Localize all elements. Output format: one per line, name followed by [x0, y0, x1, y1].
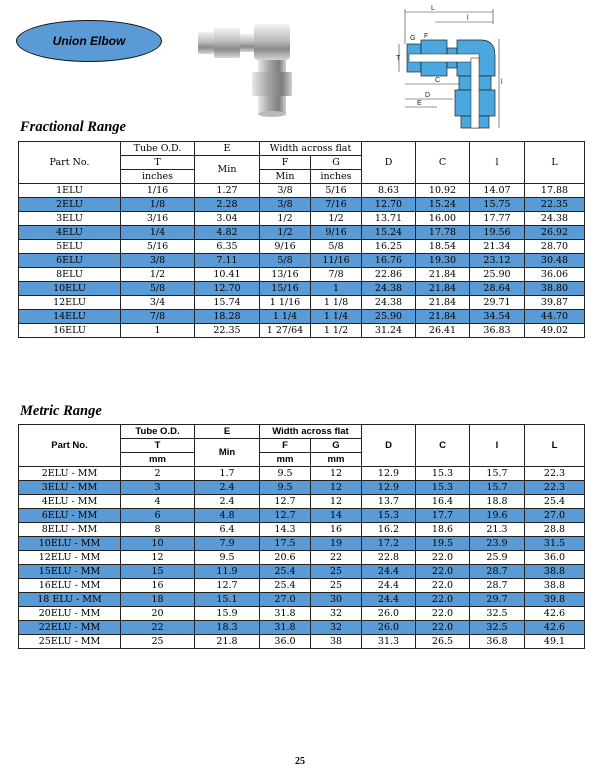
table-cell: 6ELU - MM	[19, 509, 121, 523]
table-cell: 1 1/4	[311, 310, 362, 324]
table-cell: 17.5	[260, 537, 311, 551]
table-cell: 2.4	[195, 481, 260, 495]
table-cell: 10.41	[195, 268, 260, 282]
table-cell: 2ELU	[19, 198, 121, 212]
table-cell: 3	[121, 481, 195, 495]
table-cell: 3.04	[195, 212, 260, 226]
table-cell: 1 27/64	[260, 324, 311, 338]
table-cell: 25.4	[260, 565, 311, 579]
table-row	[19, 310, 585, 324]
table-cell: 2ELU - MM	[19, 467, 121, 481]
col-d: D	[362, 142, 416, 184]
table-row	[19, 324, 585, 338]
metric-range-title: Metric Range	[20, 403, 102, 419]
drawing-label-T: T	[396, 55, 401, 62]
table-row	[19, 268, 585, 282]
table-cell: 27.0	[260, 593, 311, 607]
table-cell: 18.8	[470, 495, 525, 509]
table-cell: 24.38	[525, 212, 585, 226]
table-cell: 38.8	[525, 579, 585, 593]
product-photo	[192, 10, 310, 118]
col-e-min: Min	[195, 439, 260, 467]
table-cell: 20ELU - MM	[19, 607, 121, 621]
col-t: T	[121, 439, 195, 453]
col-l-upper: L	[525, 425, 585, 467]
table-cell: 18.3	[195, 621, 260, 635]
table-cell: 25.4	[525, 495, 585, 509]
table-row	[19, 551, 585, 565]
table-cell: 1	[311, 282, 362, 296]
table-cell: 12.9	[362, 481, 416, 495]
table-cell: 16.00	[416, 212, 470, 226]
col-part-no: Part No.	[19, 425, 121, 467]
table-cell: 12	[311, 481, 362, 495]
table-cell: 10ELU	[19, 282, 121, 296]
table-cell: 16ELU	[19, 324, 121, 338]
table-cell: 16.2	[362, 523, 416, 537]
table-cell: 34.54	[470, 310, 525, 324]
table-cell: 5ELU	[19, 240, 121, 254]
col-width-across-flat: Width across flat	[260, 142, 362, 156]
fractional-range-title: Fractional Range	[20, 119, 126, 135]
table-cell: 17.78	[416, 226, 470, 240]
table-cell: 22.0	[416, 579, 470, 593]
table-row	[19, 523, 585, 537]
table-cell: 1/16	[121, 184, 195, 198]
table-cell: 1.27	[195, 184, 260, 198]
table-cell: 1/8	[121, 198, 195, 212]
table-cell: 7/8	[311, 268, 362, 282]
table-cell: 22.0	[416, 565, 470, 579]
table-cell: 22.3	[525, 467, 585, 481]
col-l-lower: l	[470, 425, 525, 467]
table-cell: 22.0	[416, 551, 470, 565]
table-cell: 36.0	[260, 635, 311, 649]
table-cell: 18.6	[416, 523, 470, 537]
table-cell: 25.9	[470, 551, 525, 565]
col-g: G	[311, 439, 362, 453]
table-cell: 31.3	[362, 635, 416, 649]
drawing-label-F: F	[424, 33, 429, 40]
table-cell: 6ELU	[19, 254, 121, 268]
table-cell: 18.28	[195, 310, 260, 324]
table-cell: 1/2	[311, 212, 362, 226]
table-cell: 15.1	[195, 593, 260, 607]
table-cell: 13.71	[362, 212, 416, 226]
col-width-across-flat: Width across flat	[260, 425, 362, 439]
table-cell: 22.0	[416, 607, 470, 621]
table-row	[19, 254, 585, 268]
table-cell: 32.5	[470, 607, 525, 621]
drawing-label-l: l	[467, 15, 469, 22]
table-cell: 6.35	[195, 240, 260, 254]
table-cell: 26.41	[416, 324, 470, 338]
col-t-unit: inches	[121, 170, 195, 184]
table-cell: 8ELU	[19, 268, 121, 282]
col-f: F	[260, 439, 311, 453]
table-cell: 21.84	[416, 296, 470, 310]
table-cell: 1/4	[121, 226, 195, 240]
table-cell: 28.64	[470, 282, 525, 296]
table-cell: 16.76	[362, 254, 416, 268]
table-cell: 22.35	[195, 324, 260, 338]
table-cell: 9.5	[260, 467, 311, 481]
table-row	[19, 579, 585, 593]
table-cell: 26.0	[362, 607, 416, 621]
col-e: E	[195, 142, 260, 156]
drawing-label-l-vertical: l	[501, 79, 503, 86]
table-cell: 9.5	[195, 551, 260, 565]
table-cell: 38.8	[525, 565, 585, 579]
table-cell: 15.24	[416, 198, 470, 212]
table-cell: 18	[121, 593, 195, 607]
table-cell: 22	[311, 551, 362, 565]
table-cell: 10.92	[416, 184, 470, 198]
table-cell: 9.5	[260, 481, 311, 495]
table-cell: 18 ELU - MM	[19, 593, 121, 607]
table-cell: 7.11	[195, 254, 260, 268]
table-cell: 20.6	[260, 551, 311, 565]
table-cell: 22.0	[416, 593, 470, 607]
table-cell: 26.0	[362, 621, 416, 635]
table-cell: 21.34	[470, 240, 525, 254]
col-tube-od: Tube O.D.	[121, 425, 195, 439]
table-cell: 19.6	[470, 509, 525, 523]
product-title-badge	[16, 20, 162, 62]
drawing-label-D: D	[425, 92, 431, 99]
table-cell: 14ELU	[19, 310, 121, 324]
table-cell: 16ELU - MM	[19, 579, 121, 593]
table-cell: 15.75	[470, 198, 525, 212]
table-cell: 17.77	[470, 212, 525, 226]
table-cell: 16.25	[362, 240, 416, 254]
table-cell: 4.8	[195, 509, 260, 523]
table-cell: 15/16	[260, 282, 311, 296]
table-cell: 12	[311, 495, 362, 509]
metric-range-table	[18, 424, 585, 649]
table-cell: 42.6	[525, 621, 585, 635]
table-cell: 22.8	[362, 551, 416, 565]
table-cell: 4ELU	[19, 226, 121, 240]
table-cell: 12.7	[260, 509, 311, 523]
drawing-label-L: L	[431, 5, 435, 12]
table-cell: 32	[311, 607, 362, 621]
col-c: C	[416, 425, 470, 467]
table-cell: 19.5	[416, 537, 470, 551]
table-cell: 28.70	[525, 240, 585, 254]
table-cell: 36.8	[470, 635, 525, 649]
table-cell: 19	[311, 537, 362, 551]
table-row	[19, 635, 585, 649]
product-title: Union Elbow	[52, 34, 126, 48]
table-cell: 27.0	[525, 509, 585, 523]
col-part-no: Part No.	[19, 142, 121, 184]
table-cell: 1ELU	[19, 184, 121, 198]
table-cell: 12ELU - MM	[19, 551, 121, 565]
col-f-unit: mm	[260, 453, 311, 467]
table-cell: 2.4	[195, 495, 260, 509]
col-f: F	[260, 156, 311, 170]
col-e-min: Min	[195, 156, 260, 184]
table-cell: 1/2	[121, 268, 195, 282]
table-cell: 39.8	[525, 593, 585, 607]
table-cell: 24.38	[362, 282, 416, 296]
table-cell: 1 1/8	[311, 296, 362, 310]
table-cell: 14	[311, 509, 362, 523]
table-cell: 5/8	[260, 254, 311, 268]
table-cell: 26.92	[525, 226, 585, 240]
table-row	[19, 565, 585, 579]
table-row	[19, 467, 585, 481]
table-cell: 24.4	[362, 593, 416, 607]
table-cell: 11.9	[195, 565, 260, 579]
table-cell: 15.7	[470, 481, 525, 495]
table-cell: 17.88	[525, 184, 585, 198]
table-cell: 21.8	[195, 635, 260, 649]
table-cell: 15.9	[195, 607, 260, 621]
table-cell: 4ELU - MM	[19, 495, 121, 509]
table-cell: 25.4	[260, 579, 311, 593]
col-g-unit: inches	[311, 170, 362, 184]
table-cell: 25	[311, 565, 362, 579]
table-cell: 15.3	[416, 481, 470, 495]
table-cell: 12	[121, 551, 195, 565]
table-cell: 30	[311, 593, 362, 607]
table-cell: 12	[311, 467, 362, 481]
table-cell: 15.7	[470, 467, 525, 481]
table-cell: 13.7	[362, 495, 416, 509]
table-cell: 3/4	[121, 296, 195, 310]
table-cell: 16	[121, 579, 195, 593]
table-cell: 31.24	[362, 324, 416, 338]
table-cell: 15	[121, 565, 195, 579]
table-cell: 21.84	[416, 268, 470, 282]
table-row	[19, 607, 585, 621]
table-cell: 3/16	[121, 212, 195, 226]
table-cell: 3/8	[260, 198, 311, 212]
table-cell: 28.8	[525, 523, 585, 537]
col-l-lower: l	[470, 142, 525, 184]
table-cell: 12ELU	[19, 296, 121, 310]
table-cell: 1/2	[260, 212, 311, 226]
table-cell: 1 1/2	[311, 324, 362, 338]
table-cell: 36.0	[525, 551, 585, 565]
table-cell: 4	[121, 495, 195, 509]
table-cell: 6	[121, 509, 195, 523]
table-cell: 25	[121, 635, 195, 649]
table-cell: 1	[121, 324, 195, 338]
page-number: 25	[295, 756, 305, 767]
table-cell: 30.48	[525, 254, 585, 268]
table-cell: 22.35	[525, 198, 585, 212]
table-cell: 15.74	[195, 296, 260, 310]
table-row	[19, 198, 585, 212]
col-d: D	[362, 425, 416, 467]
table-cell: 3ELU - MM	[19, 481, 121, 495]
table-cell: 31.8	[260, 621, 311, 635]
table-cell: 13/16	[260, 268, 311, 282]
table-row	[19, 212, 585, 226]
drawing-label-G: G	[410, 35, 416, 42]
table-cell: 38.80	[525, 282, 585, 296]
table-cell: 6.4	[195, 523, 260, 537]
col-g: G	[311, 156, 362, 170]
col-g-unit: mm	[311, 453, 362, 467]
col-l-upper: L	[525, 142, 585, 184]
table-cell: 5/16	[121, 240, 195, 254]
table-cell: 12.70	[195, 282, 260, 296]
table-cell: 25	[311, 579, 362, 593]
table-cell: 20	[121, 607, 195, 621]
table-cell: 16.4	[416, 495, 470, 509]
table-cell: 5/8	[121, 282, 195, 296]
table-cell: 28.7	[470, 579, 525, 593]
table-cell: 2.28	[195, 198, 260, 212]
table-cell: 8	[121, 523, 195, 537]
table-row	[19, 282, 585, 296]
table-cell: 18.54	[416, 240, 470, 254]
table-cell: 25.90	[362, 310, 416, 324]
table-cell: 5/8	[311, 240, 362, 254]
table-cell: 24.4	[362, 565, 416, 579]
table-cell: 12.7	[260, 495, 311, 509]
table-cell: 49.1	[525, 635, 585, 649]
table-cell: 12.9	[362, 467, 416, 481]
table-cell: 36.06	[525, 268, 585, 282]
table-cell: 21.84	[416, 310, 470, 324]
table-cell: 2	[121, 467, 195, 481]
table-cell: 10ELU - MM	[19, 537, 121, 551]
table-cell: 16	[311, 523, 362, 537]
table-cell: 32.5	[470, 621, 525, 635]
table-cell: 5/16	[311, 184, 362, 198]
table-row	[19, 184, 585, 198]
table-cell: 15ELU - MM	[19, 565, 121, 579]
table-cell: 32	[311, 621, 362, 635]
table-row	[19, 509, 585, 523]
table-cell: 22.86	[362, 268, 416, 282]
table-cell: 8ELU - MM	[19, 523, 121, 537]
table-cell: 26.5	[416, 635, 470, 649]
table-cell: 24.4	[362, 579, 416, 593]
table-cell: 25ELU - MM	[19, 635, 121, 649]
table-cell: 31.5	[525, 537, 585, 551]
table-row	[19, 296, 585, 310]
table-cell: 3/8	[121, 254, 195, 268]
drawing-label-E: E	[417, 100, 422, 107]
table-row	[19, 593, 585, 607]
table-cell: 1.7	[195, 467, 260, 481]
table-cell: 31.8	[260, 607, 311, 621]
table-cell: 3ELU	[19, 212, 121, 226]
table-row	[19, 226, 585, 240]
table-cell: 1 1/4	[260, 310, 311, 324]
table-cell: 1/2	[260, 226, 311, 240]
table-cell: 36.83	[470, 324, 525, 338]
table-cell: 22	[121, 621, 195, 635]
table-cell: 21.3	[470, 523, 525, 537]
table-cell: 9/16	[311, 226, 362, 240]
table-row	[19, 621, 585, 635]
table-cell: 1 1/16	[260, 296, 311, 310]
table-cell: 15.3	[362, 509, 416, 523]
table-cell: 19.30	[416, 254, 470, 268]
table-row	[19, 240, 585, 254]
table-cell: 17.2	[362, 537, 416, 551]
table-cell: 12.70	[362, 198, 416, 212]
table-cell: 29.7	[470, 593, 525, 607]
col-c: C	[416, 142, 470, 184]
table-cell: 38	[311, 635, 362, 649]
col-e: E	[195, 425, 260, 439]
dimension-drawing	[395, 4, 507, 134]
table-cell: 28.7	[470, 565, 525, 579]
col-t: T	[121, 156, 195, 170]
table-cell: 22ELU - MM	[19, 621, 121, 635]
table-cell: 39.87	[525, 296, 585, 310]
table-cell: 25.90	[470, 268, 525, 282]
table-cell: 14.3	[260, 523, 311, 537]
table-cell: 7/16	[311, 198, 362, 212]
table-cell: 29.71	[470, 296, 525, 310]
table-row	[19, 481, 585, 495]
drawing-label-C: C	[435, 77, 441, 84]
table-cell: 22.3	[525, 481, 585, 495]
table-cell: 15.24	[362, 226, 416, 240]
table-cell: 12.7	[195, 579, 260, 593]
table-cell: 21.84	[416, 282, 470, 296]
col-f-min: Min	[260, 170, 311, 184]
table-cell: 42.6	[525, 607, 585, 621]
table-cell: 24.38	[362, 296, 416, 310]
table-cell: 14.07	[470, 184, 525, 198]
table-cell: 7/8	[121, 310, 195, 324]
col-tube-od: Tube O.D.	[121, 142, 195, 156]
table-cell: 17.7	[416, 509, 470, 523]
table-cell: 22.0	[416, 621, 470, 635]
table-cell: 9/16	[260, 240, 311, 254]
table-cell: 23.12	[470, 254, 525, 268]
table-cell: 19.56	[470, 226, 525, 240]
table-row	[19, 537, 585, 551]
table-cell: 49.02	[525, 324, 585, 338]
table-cell: 10	[121, 537, 195, 551]
table-cell: 11/16	[311, 254, 362, 268]
table-cell: 4.82	[195, 226, 260, 240]
table-cell: 15.3	[416, 467, 470, 481]
fractional-range-table	[18, 141, 585, 338]
table-row	[19, 495, 585, 509]
col-t-unit: mm	[121, 453, 195, 467]
table-cell: 44.70	[525, 310, 585, 324]
table-cell: 7.9	[195, 537, 260, 551]
table-cell: 3/8	[260, 184, 311, 198]
table-cell: 8.63	[362, 184, 416, 198]
table-cell: 23.9	[470, 537, 525, 551]
